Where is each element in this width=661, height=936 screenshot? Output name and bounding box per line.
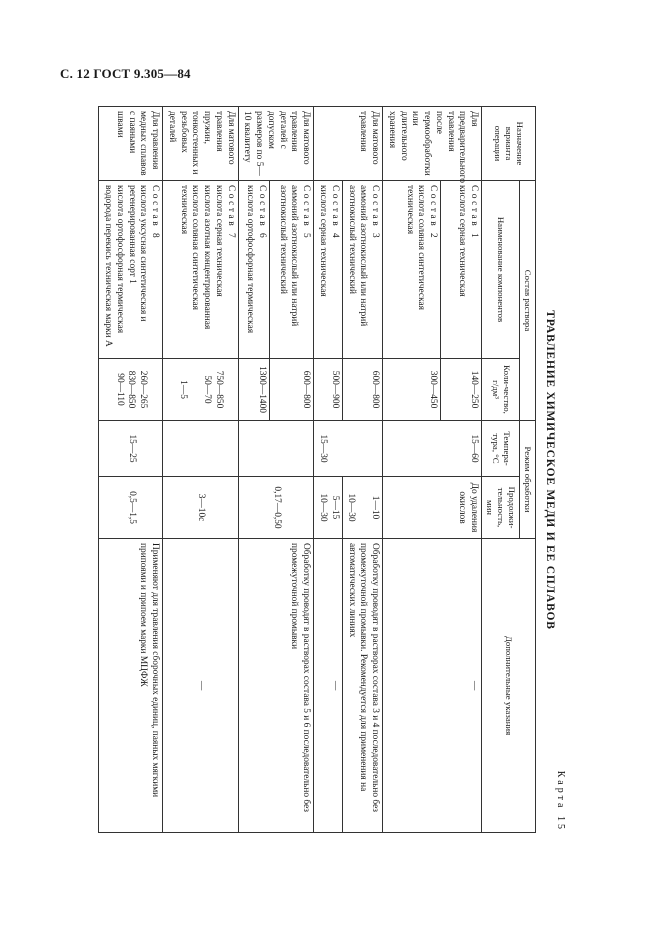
solution-cell: [314, 181, 343, 359]
solution-label: Состав 3: [370, 185, 381, 241]
solution-label: Состав 4: [329, 185, 340, 241]
table-row: [163, 107, 239, 833]
solution-label: Состав 2: [428, 185, 439, 241]
table-row: [99, 107, 163, 833]
card-title: ТРАВЛЕНИЕ ХИМИЧЕСКОЕ МЕДИ И ЕЕ СПЛАВОВ: [544, 310, 556, 630]
solution-label: Состав 1: [469, 185, 480, 241]
quantity: 500—900: [329, 370, 340, 409]
solution-label: Состав 6: [256, 185, 267, 241]
quantity: 830—850: [126, 370, 137, 409]
temperature-cell: 15—25: [99, 421, 163, 477]
duration-cell: [314, 477, 343, 539]
notes-cell: —: [314, 539, 343, 833]
quantity: 90—110: [114, 373, 125, 406]
quantity-cell: [163, 359, 239, 421]
quantity: 600—800: [301, 370, 312, 409]
temperature-cell: [238, 421, 314, 477]
header-quantity: Коли-чество, г/дм³: [482, 359, 520, 421]
solution-cell: [99, 181, 163, 359]
solution-cell: [269, 181, 313, 359]
temperature-cell: 15—30: [314, 421, 383, 477]
purpose-cell: Для предварительного травления после термообработки или длительного хранения: [383, 107, 482, 181]
solution-label: Состав 8: [150, 185, 161, 241]
notes-cell: Обработку проводят в растворах состава 5 и 6 последовательно без промежуточной промывки: [238, 539, 314, 833]
component: кислота соляная синтетическая техническая: [404, 185, 427, 310]
quantity-cell: [269, 359, 313, 421]
temperature-cell: 15—60: [383, 421, 482, 477]
quantity: 600—800: [370, 370, 381, 409]
quantity-cell: [314, 359, 343, 421]
solution-cell: [163, 181, 239, 359]
duration: 10—30: [346, 493, 357, 522]
duration: 1—10: [370, 495, 381, 520]
rotated-card: [96, 90, 566, 850]
quantity-cell: [441, 359, 482, 421]
component: кислота серная техническая: [457, 185, 468, 297]
etching-table: [98, 106, 536, 833]
solution-cell: [383, 181, 441, 359]
table-row: [441, 107, 482, 833]
component: кислота уксусная синтетическая и регенерированная сорт 1: [126, 185, 149, 322]
quantity: 750—850: [213, 370, 224, 409]
component: аммоний азотнокислый или натрий азотнокислый технический: [277, 185, 300, 327]
duration: 5—15: [329, 495, 340, 520]
solution-cell: [342, 181, 383, 359]
card-label: Карта 15: [555, 770, 566, 832]
quantity: 260—265: [138, 370, 149, 409]
purpose-cell: Для матового травления деталей с допуском размеров по 5—10 квалитету: [238, 107, 314, 181]
quantity: 1—5: [178, 380, 189, 399]
header-component-name: Наименование компонентов: [482, 181, 520, 359]
component: кислота азотная концентрированная: [202, 185, 213, 330]
quantity: 140—250: [469, 370, 480, 409]
page-header: С. 12 ГОСТ 9.305—84: [60, 66, 191, 81]
header-duration: Продолжи-тельность, мин: [482, 477, 520, 539]
duration-cell: 0,5—1,5: [99, 477, 163, 539]
quantity-cell: [383, 359, 441, 421]
quantity-cell: [99, 359, 163, 421]
component: водорода перекись техническая марки А: [103, 185, 114, 347]
notes-cell: Обработку проводят в растворах состава 3 и 4 последовательно без промежуточной промывки. Рекомендуется для применения на автоматических линиях: [342, 539, 383, 833]
header-purpose: Назначение варианта операции: [482, 107, 536, 181]
duration-cell: 3—10с: [163, 477, 239, 539]
component: кислота серная техническая: [213, 185, 224, 297]
notes-cell: —: [383, 539, 482, 833]
purpose-cell: Для травления медных сплавов с паяными швами: [99, 107, 163, 181]
solution-cell: [441, 181, 482, 359]
table-row: [269, 107, 313, 833]
quantity-cell: [342, 359, 383, 421]
component: аммоний азотнокислый или натрий азотнокислый технический: [346, 185, 369, 327]
solution-label: Состав 5: [301, 185, 312, 241]
component: кислота ортофосфорная термическая: [245, 185, 256, 334]
header-notes: Дополнительные указания: [482, 539, 536, 833]
component: кислота ортофосфорная термическая: [114, 185, 125, 334]
purpose-cell: Для матового травления: [314, 107, 383, 181]
header-temperature: Темпера-тура, °С: [482, 421, 520, 477]
duration: 10—30: [317, 493, 328, 522]
notes-cell: —: [163, 539, 239, 833]
temperature-cell: [163, 421, 239, 477]
quantity: 1300—1400: [256, 366, 267, 413]
solution-label: Состав 7: [225, 185, 236, 241]
duration-cell: До удаления окислов: [383, 477, 482, 539]
duration-cell: 0,17—0,50: [238, 477, 314, 539]
purpose-cell: Для матового травления пружин, тонкостенных и резьбовых деталей: [163, 107, 239, 181]
notes-cell: Применяют для травления сборочных единиц, паяных мягкими припоями и припоем марки МЦФЖ: [99, 539, 163, 833]
header-mode: Режим обработки: [520, 421, 536, 539]
quantity: 300—450: [428, 370, 439, 409]
component: кислота соляная синтетическая техническая: [178, 185, 201, 310]
header-row-1: [520, 107, 536, 833]
duration-cell: [342, 477, 383, 539]
component: кислота серная техническая: [317, 185, 328, 297]
solution-cell: [238, 181, 269, 359]
table-row: [342, 107, 383, 833]
quantity-cell: [238, 359, 269, 421]
quantity: 50—70: [201, 375, 212, 404]
header-solution: Состав раствора: [520, 181, 536, 421]
